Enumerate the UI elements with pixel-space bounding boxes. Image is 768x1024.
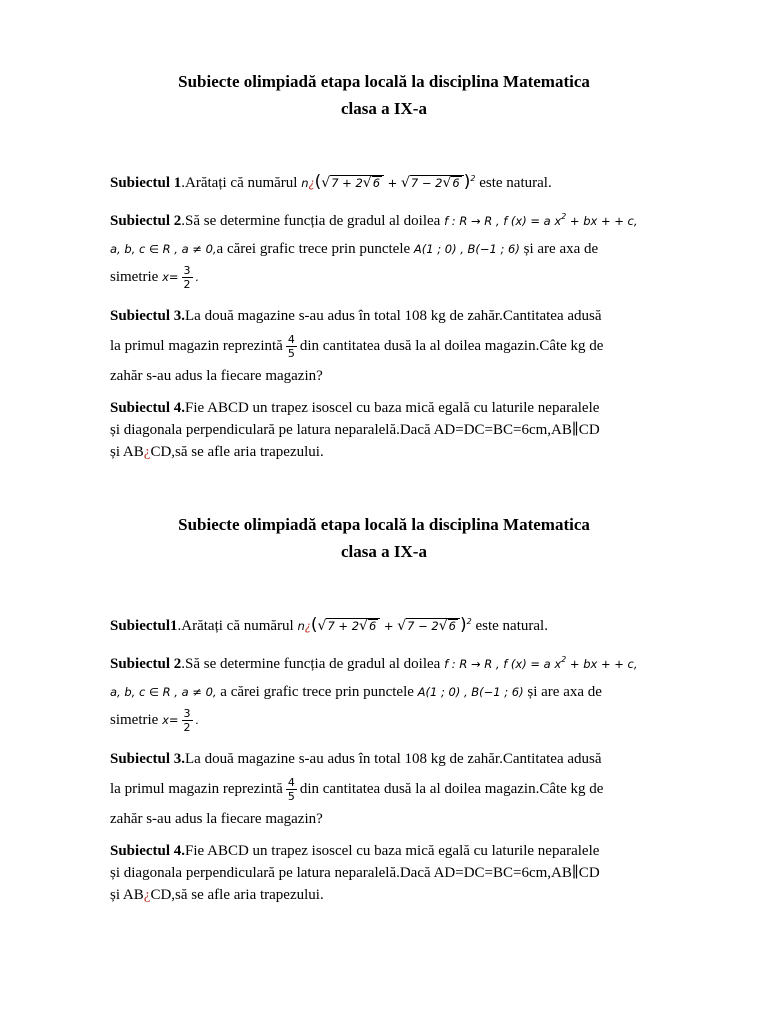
problems-section-1 [110, 165, 710, 463]
problem-label: Subiectul1 [110, 618, 178, 634]
problem-1: Subiectul1.Arătați că numărul n¿(√7 + 2√6 + √7 − 2√6 )$^2$ este natural. [110, 615, 548, 635]
problem-4: Subiectul 4.Fie ABCD un trapez isoscel cu baza mică egală cu laturile neparalele și diagonala perpendiculară pe latura neparalelă.Dacă AD=DC=BC=6cm,AB∥CD și AB¿CD,să se afle aria trapezului. [110, 843, 600, 904]
fraction: $\frac{3}{2}$ [183, 264, 191, 292]
problem-1: Subiectul 1.Arătați că numărul n¿(√7 + 2√6 + √7 − 2√6 )$^2$ este natural. [110, 172, 552, 192]
math-expression: n¿(√7 + 2√6 + √7 − 2√6 )$^2$ [297, 615, 472, 635]
coefficient-condition: a, b, c ∈ R , a ≠ 0, [110, 685, 217, 699]
function-definition: f : R → R , f (x) = a $x^2$ + bx + + c, [444, 655, 638, 671]
section-title: Subiecte olimpiadă etapa locală la disciplina Matematica [178, 515, 590, 534]
problem-label: Subiectul 2 [110, 656, 182, 672]
section-subtitle: clasa a IX-a [341, 542, 427, 561]
function-definition: f : R → R , f (x) = a $x^2$ + bx + + c, [444, 212, 638, 228]
coefficient-condition: a, b, c ∈ R , a ≠ 0, [110, 242, 217, 256]
problem-4: Subiectul 4.Fie ABCD un trapez isoscel cu baza mică egală cu laturile neparalele și diagonala perpendiculară pe latura neparalelă.Dacă AD=DC=BC=6cm,AB∥CD și AB¿CD,să se afle aria trapezului. [110, 400, 600, 461]
points-expression: A(1 ; 0) , B(−1 ; 6) [413, 242, 520, 256]
problem-label: Subiectul 4. [110, 400, 186, 417]
exam-section-1 [0, 68, 768, 122]
points-expression: A(1 ; 0) , B(−1 ; 6) [417, 685, 524, 699]
section-title: Subiecte olimpiadă etapa locală la disciplina Matematica [178, 72, 590, 91]
fraction: $\frac{4}{5}$ [287, 333, 295, 361]
exam-section-2 [0, 511, 768, 565]
problem-label: Subiectul 1 [110, 175, 182, 191]
problem-label: Subiectul 3. [110, 751, 186, 768]
fraction: $\frac{4}{5}$ [287, 776, 295, 804]
fraction: $\frac{3}{2}$ [183, 707, 191, 735]
problem-label: Subiectul 3. [110, 308, 186, 325]
problem-2: Subiectul 2.Să se determine funcția de gradul al doilea f : R → R , f (x) = a $x^2$ + bx + + c, a, b, c ∈ R , a ≠ 0, a cărei grafic trece prin punctele A(1 ; 0) , B(−1 ; 6) și are axa de simetrie x= $\frac{3}{2}$ . [110, 655, 638, 735]
axis-expression: x= [162, 713, 179, 727]
math-expression: n¿(√7 + 2√6 + √7 − 2√6 )$^2$ [301, 172, 476, 192]
axis-expression: x= [162, 270, 179, 284]
section-subtitle: clasa a IX-a [341, 99, 427, 118]
problem-3: Subiectul 3.La două magazine s-au adus în total 108 kg de zahăr.Cantitatea adusă la primul magazin reprezintă $\frac{4}{5}$ din cantitatea dusă la al doilea magazin.Câte kg de zahăr s-au adus la fiecare magazin? [110, 308, 604, 385]
problems-section-2 [110, 608, 710, 906]
problem-2: Subiectul 2.Să se determine funcția de gradul al doilea f : R → R , f (x) = a $x^2$ + bx + + c, a, b, c ∈ R , a ≠ 0,a cărei grafic trece prin punctele A(1 ; 0) , B(−1 ; 6) și are axa de simetrie x= $\frac{3}{2}$ . [110, 212, 638, 292]
problem-3: Subiectul 3.La două magazine s-au adus în total 108 kg de zahăr.Cantitatea adusă la primul magazin reprezintă $\frac{4}{5}$ din cantitatea dusă la al doilea magazin.Câte kg de zahăr s-au adus la fiecare magazin? [110, 751, 604, 828]
problem-label: Subiectul 2 [110, 213, 182, 229]
problem-label: Subiectul 4. [110, 843, 186, 860]
